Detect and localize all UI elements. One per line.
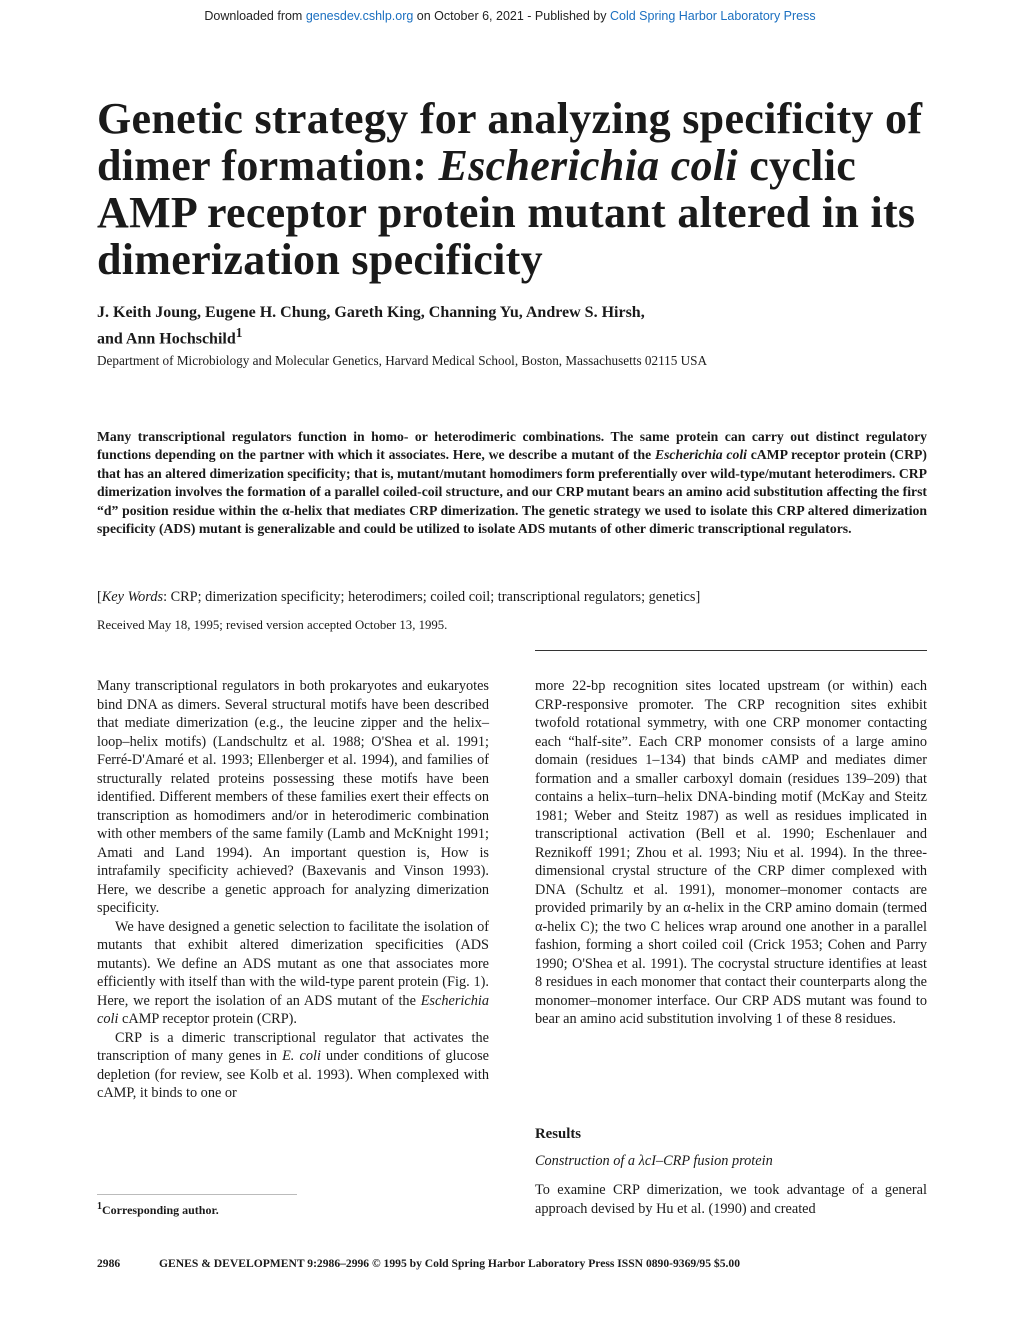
affiliation: Department of Microbiology and Molecular Genetics, Harvard Medical School, Boston, Massachusetts 02115 USA	[97, 353, 708, 368]
intro-paragraph-1: Many transcriptional regulators in both prokaryotes and eukaryotes bind DNA as dimers. Several structural motifs have been described that mediate dimerization (e.g., the leucine zipper and the helix–loop–helix motifs) (Landschultz et al. 1988; O'Shea et al. 1991; Ferré-D'Amaré et al. 1993; Ellenberger et al. 1994), and families of structurally related proteins possessing these motifs have been identified. Different members of these families exert their effects on transcription as homodimers and/or in heterodimeric combination with other members of the same family (Lamb and McKnight 1991; Amati and Land 1994). An important question is, How is intrafamily specificity achieved? (Baxevanis and Vinson 1993). Here, we describe a genetic approach for analyzing dimerization specificity.	[97, 678, 489, 916]
journal-site-link[interactable]: genesdev.cshlp.org	[305, 9, 414, 23]
authors-line2-wrap	[97, 323, 927, 349]
title-part1: Genetic strategy for analyzing specificity of dimer formation:	[97, 94, 923, 190]
intro-p3-b: under conditions of glucose depletion (for review, see Kolb et al. 1993). When complexed with cAMP, it binds to one or	[97, 1048, 489, 1101]
journal-citation: GENES & DEVELOPMENT 9:2986–2996 © 1995 by Cold Spring Harbor Laboratory Press ISSN 0890-9369/95 $5.00	[159, 1257, 740, 1270]
authors-line1: J. Keith Joung, Eugene H. Chung, Gareth King, Channing Yu, Andrew S. Hirsh,	[97, 304, 645, 321]
authors-line2: and Ann Hochschild	[97, 330, 236, 348]
page-number: 2986	[97, 1257, 121, 1270]
footnote-rule	[97, 1194, 297, 1195]
publisher-link[interactable]: Cold Spring Harbor Laboratory Press	[609, 9, 816, 23]
intro-paragraph-2	[97, 918, 489, 1029]
footnote-mark: 1	[97, 1201, 102, 1212]
right-column	[535, 677, 927, 1029]
intro-p2-organism: Escherichia coli	[97, 992, 489, 1027]
left-column	[97, 677, 489, 1103]
abstract-organism: Escherichia coli	[654, 447, 747, 463]
intro-p2-a: We have designed a genetic selection to facilitate the isolation of mutants that exhibit altered dimerization specificities (ADS mutants). We define an ADS mutant as one that associates more efficiently with itself than with the wild-type parent protein (Fig. 1). Here, we report the isolation of an ADS mutant of the	[97, 918, 489, 1009]
corresponding-mark: 1	[235, 325, 243, 340]
results-subheading: Construction of a λcI–CRP fusion protein	[535, 1153, 773, 1169]
banner-prefix: Downloaded from	[204, 9, 306, 23]
keywords	[97, 588, 927, 606]
results-text: To examine CRP dimerization, we took advantage of a general approach devised by Hu et al. (1990) and created	[535, 1182, 927, 1217]
results-heading: Results	[535, 1126, 582, 1142]
intro-p3-a: CRP is a dimeric transcriptional regulator that activates the transcription of many genes in	[97, 1029, 489, 1064]
intro-paragraph-3	[97, 1029, 489, 1103]
title-organism: Escherichia coli	[438, 141, 738, 190]
footnote	[97, 1201, 219, 1218]
intro-p2-b: cAMP receptor protein (CRP).	[118, 1011, 297, 1027]
abstract-text-b: cAMP receptor protein (CRP) that has an altered dimerization specificity; that is, mutant/mutant homodimers form preferentially over wild-type/mutant heterodimers. CRP dimerization involves the formation of a parallel coiled-coil structure, and our CRP mutant bears an amino acid substitution affecting the first “d” position residue within the α-helix that mediates CRP dimerization. The genetic strategy we used to isolate this CRP altered dimerization specificity (ADS) mutant is generalizable and could be utilized to isolate ADS mutants of other dimeric transcriptional regulators.	[97, 447, 927, 537]
keywords-text: : CRP; dimerization specificity; heterodimers; coiled coil; transcriptional regulators; genetics]	[163, 589, 701, 605]
abstract	[97, 428, 927, 538]
article-title	[97, 95, 927, 283]
abstract-text-a: Many transcriptional regulators function in homo- or heterodimeric combinations. The same protein can carry out distinct regulatory functions depending on the partner with which it associates. Here, we describe a mutant of the	[97, 429, 927, 463]
section-divider	[535, 650, 927, 651]
banner-middle: on October 6, 2021 - Published by	[413, 9, 610, 23]
title-part2: cyclic AMP receptor protein mutant altered in its dimerization specificity	[97, 141, 916, 284]
author-list	[97, 303, 927, 349]
intro-p3-organism: E. coli	[282, 1048, 321, 1064]
download-banner	[0, 9, 1020, 23]
keywords-label: Key Words	[101, 589, 164, 605]
right-paragraph-1: more 22-bp recognition sites located upstream (or within) each CRP-responsive promoter. The CRP recognition sites exhibit twofold rotational symmetry, with one CRP monomer contacting each “half-site”. Each CRP monomer consists of a large amino domain (residues 1–134) that binds cAMP and mediates dimer formation and a smaller carboxyl domain (residues 139–209) that contains a helix–turn–helix DNA-binding motif (McKay and Steitz 1981; Weber and Steitz 1987) as well as residues implicated in transcriptional activation (Bell et al. 1990; Eschenlauer and Reznikoff 1991; Zhou et al. 1993; Niu et al. 1994). In the three-dimensional crystal structure of the CRP dimer complexed with DNA (Schultz et al. 1991), monomer–monomer contacts are provided primarily by an α-helix in the CRP amino domain (termed α-helix C); the two C helices wrap around one another in a parallel fashion, forming a short coiled coil (Crick 1953; Cohen and Parry 1990; O'Shea et al. 1991). The cocrystal structure identifies at least 8 residues in each monomer that contact their counterparts along the monomer–monomer interface. Our CRP ADS mutant was found to bear an amino acid substitution involving 1 of these 8 residues.	[535, 678, 927, 1027]
page-footer	[97, 1257, 927, 1270]
received-dates: Received May 18, 1995; revised version accepted October 13, 1995.	[97, 618, 448, 632]
keywords-bracket: [	[97, 589, 102, 605]
footnote-text: Corresponding author.	[102, 1203, 219, 1217]
